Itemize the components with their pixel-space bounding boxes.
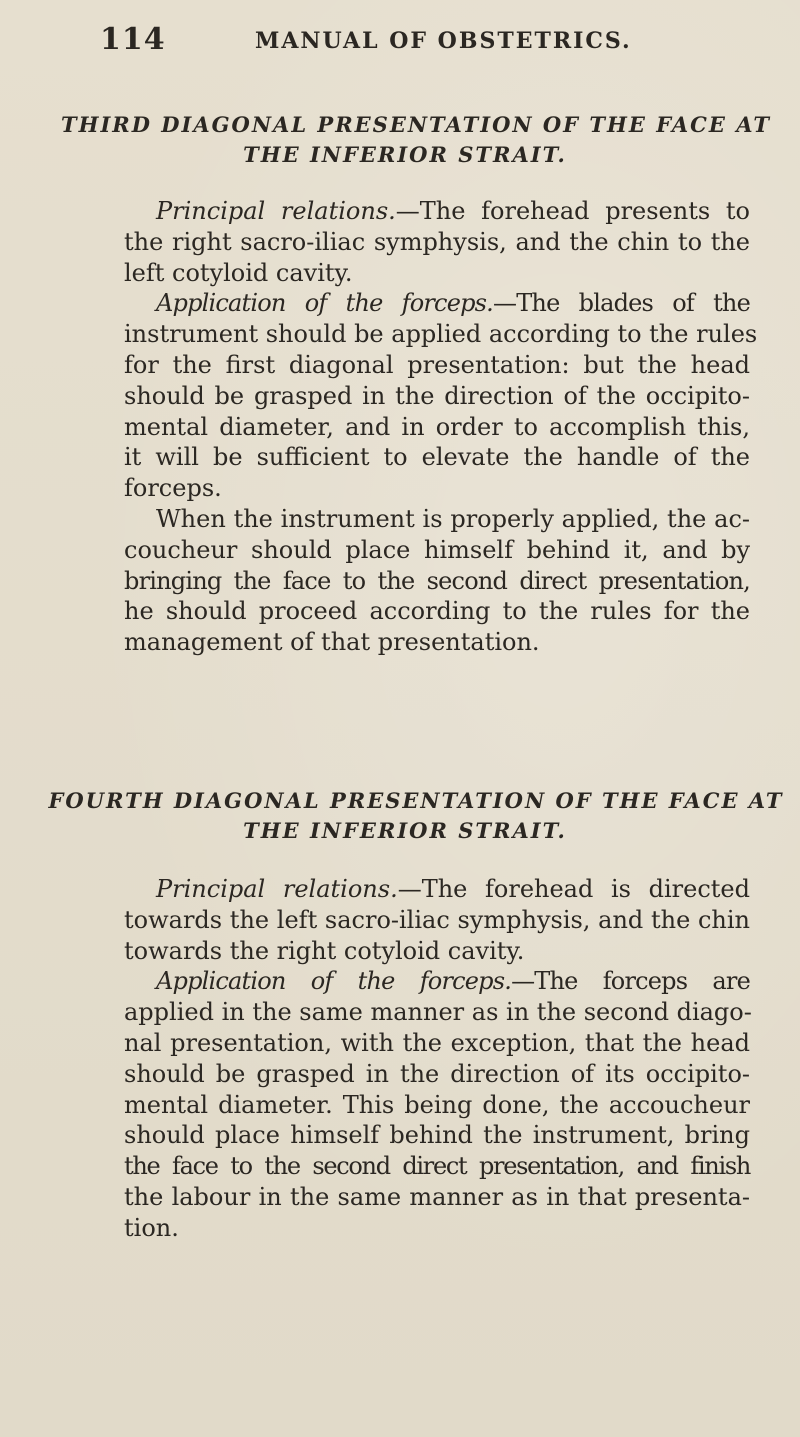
running-head — [100, 22, 740, 66]
paragraph-line: it will be sufficient to elevate the handle of the — [124, 443, 750, 472]
paragraph-line: applied in the same manner as in the second diago- — [124, 998, 752, 1027]
paragraph-line: coucheur should place himself behind it, and by — [124, 535, 750, 564]
paragraph-line: bringing the face to the second direct presentation, — [124, 566, 750, 595]
paragraph-line: nal presentation, with the exception, that the head — [124, 1028, 750, 1057]
run-in-heading: Principal relations. — [156, 875, 398, 903]
paragraph-line: the right sacro-iliac symphysis, and the chin to the — [124, 227, 750, 256]
section-body-third — [124, 196, 758, 658]
paragraph-line: management of that presentation. — [124, 628, 540, 657]
paragraph-line: the face to the second direct presentation, and finish — [124, 1152, 750, 1181]
paragraph-line: should place himself behind the instrument, bring — [124, 1121, 750, 1150]
paragraph-line: instrument should be applied according to the rules — [124, 320, 758, 349]
run-in-heading: Application of the forceps. — [156, 967, 512, 996]
section-heading-fourth — [0, 786, 800, 846]
paragraph-line: the labour in the same manner as in that presenta- — [124, 1182, 750, 1211]
section-heading-line: THE INFERIOR STRAIT. — [243, 142, 567, 167]
run-in-heading: Application of the forceps. — [156, 289, 494, 318]
paragraph-line: should be grasped in the direction of the occipito- — [124, 381, 750, 410]
section-heading-line: THIRD DIAGONAL PRESENTATION OF THE FACE AT — [61, 112, 771, 137]
paragraph-line: Principal relations.—The forehead is directed — [156, 875, 750, 903]
paragraph-line: tion. — [124, 1213, 179, 1242]
section-heading-line: THE INFERIOR STRAIT. — [243, 818, 567, 843]
paragraph-line: should be grasped in the direction of its occipito- — [124, 1059, 750, 1088]
paragraph-line: forceps. — [124, 474, 222, 503]
run-in-heading: Principal relations. — [156, 197, 396, 225]
paragraph-line: for the first diagonal presentation: but the head — [124, 350, 750, 379]
section-body-fourth — [124, 874, 750, 1244]
paragraph-line: Principal relations.—The forehead presents to — [156, 197, 750, 225]
section-heading-third — [0, 110, 800, 170]
paragraph-line: towards the right cotyloid cavity. — [124, 936, 525, 965]
paragraph-line: mental diameter, and in order to accomplish this, — [124, 412, 750, 441]
paragraph-line: towards the left sacro-iliac symphysis, and the chin — [124, 905, 750, 934]
paragraph-line: When the instrument is properly applied, the ac- — [156, 504, 750, 533]
paragraph-line: Application of the forceps.—The forceps are — [156, 967, 750, 996]
paragraph-line: he should proceed according to the rules for the — [124, 597, 750, 626]
paragraph-line: mental diameter. This being done, the accoucheur — [124, 1090, 750, 1119]
page-number: 114 — [100, 22, 166, 57]
running-title: MANUAL OF OBSTETRICS. — [255, 28, 632, 54]
paragraph-line: left cotyloid cavity. — [124, 258, 353, 287]
paragraph-line: Application of the forceps.—The blades of the — [156, 289, 750, 318]
section-heading-line: FOURTH DIAGONAL PRESENTATION OF THE FACE AT — [48, 788, 784, 813]
